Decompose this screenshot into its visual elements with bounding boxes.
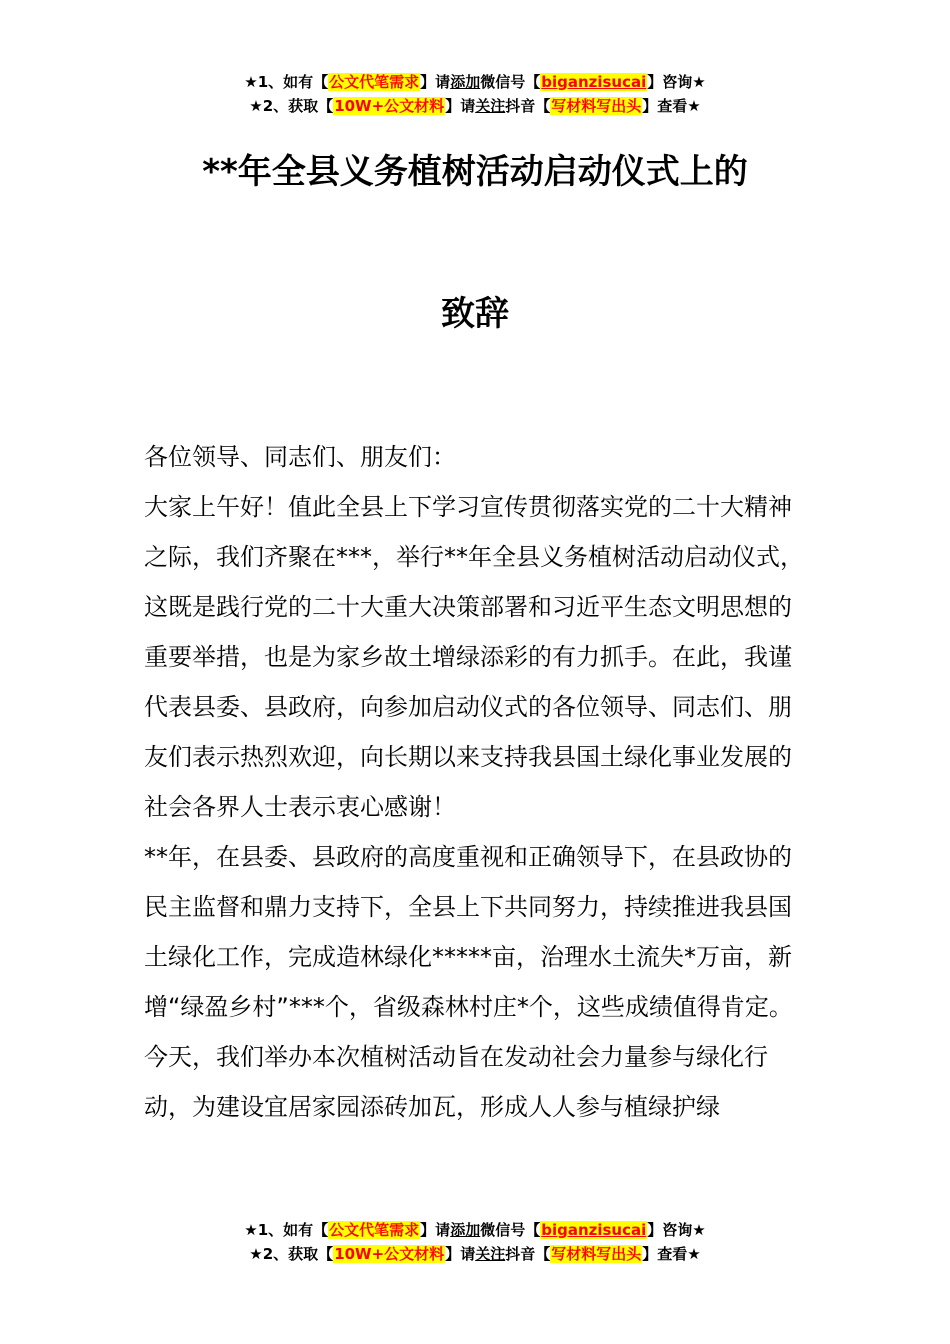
ad-highlight-service: 公文代笔需求	[329, 1221, 420, 1239]
ad-text: ★1、如有【	[244, 73, 329, 91]
ad-underlined-text: 添加	[450, 1221, 481, 1239]
ad-text: 微信号【	[480, 73, 541, 91]
ad-underlined-text: 添加	[450, 73, 481, 91]
ad-text: 】请	[420, 73, 451, 91]
ad-text: 】咨询★	[647, 73, 706, 91]
ad-text: 】请	[445, 97, 476, 115]
ad-text: 】查看★	[642, 1245, 701, 1263]
header-ad-line-2	[0, 94, 950, 118]
header-ad-line-1	[0, 70, 950, 94]
ad-text: 】查看★	[642, 97, 701, 115]
footer-ad-line-1	[0, 1218, 950, 1242]
ad-text: 】请	[445, 1245, 476, 1263]
ad-highlight-materials: 10W+公文材料	[334, 1245, 445, 1263]
ad-highlight-douyin: 写材料写出头	[551, 97, 642, 115]
footer-ad-line-2	[0, 1242, 950, 1266]
ad-text: ★2、获取【	[249, 97, 334, 115]
ad-highlight-service: 公文代笔需求	[329, 73, 420, 91]
ad-text: ★2、获取【	[249, 1245, 334, 1263]
ad-text: ★1、如有【	[244, 1221, 329, 1239]
document-title-line-2: 致辞	[441, 294, 509, 334]
header-ad	[0, 70, 950, 118]
document-title-line-1: **年全县义务植树活动启动仪式上的	[202, 152, 748, 192]
ad-text: 】咨询★	[647, 1221, 706, 1239]
ad-underlined-text: 关注	[475, 97, 506, 115]
ad-text: 微信号【	[480, 1221, 541, 1239]
ad-highlight-wechat-id: biganzisucai	[541, 73, 647, 91]
footer-ad	[0, 1218, 950, 1266]
ad-text: 】请	[420, 1221, 451, 1239]
body-paragraph: 今天，我们举办本次植树活动旨在发动社会力量参与绿化行动，为建设宜居家园添砖加瓦，形成人人参与植绿护绿	[144, 1043, 768, 1121]
document-body	[144, 432, 808, 1132]
ad-text: 抖音【	[505, 97, 551, 115]
ad-highlight-douyin: 写材料写出头	[551, 1245, 642, 1263]
ad-highlight-materials: 10W+公文材料	[334, 97, 445, 115]
ad-underlined-text: 关注	[475, 1245, 506, 1263]
ad-text: 抖音【	[505, 1245, 551, 1263]
body-paragraph: 大家上午好！值此全县上下学习宣传贯彻落实党的二十大精神之际，我们齐聚在***，举行**年全县义务植树活动启动仪式，这既是践行党的二十大重大决策部署和习近平生态文明思想的重要举措，也是为家乡故土增绿添彩的有力抓手。在此，我谨代表县委、县政府，向参加启动仪式的各位领导、同志们、朋友们表示热烈欢迎，向长期以来支持我县国土绿化事业发展的社会各界人士表示衷心感谢！	[144, 493, 804, 821]
body-paragraph: **年，在县委、县政府的高度重视和正确领导下，在县政协的民主监督和鼎力支持下，全县上下共同努力，持续推进我县国土绿化工作，完成造林绿化*****亩，治理水土流失*万亩，新增“绿盈乡村”***个，省级森林村庄*个，这些成绩值得肯定。	[144, 843, 793, 1021]
salutation: 各位领导、同志们、朋友们：	[144, 443, 456, 471]
ad-highlight-wechat-id: biganzisucai	[541, 1221, 647, 1239]
